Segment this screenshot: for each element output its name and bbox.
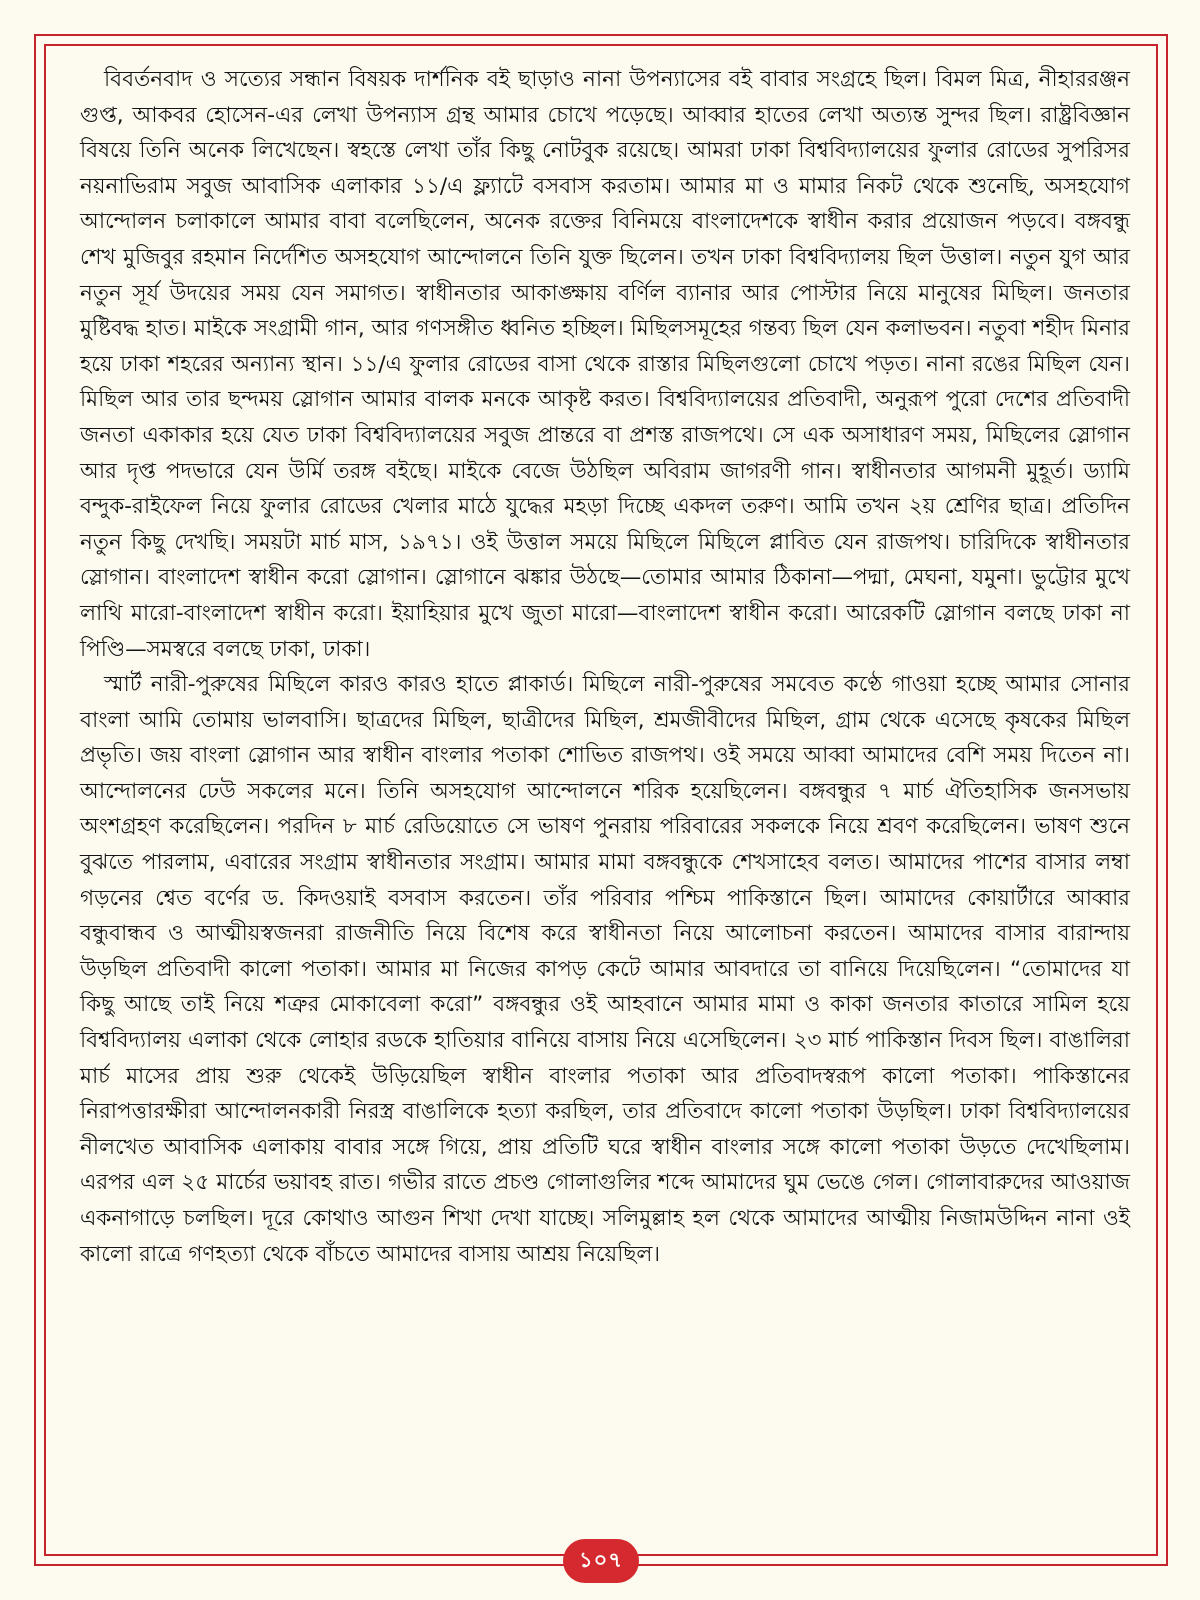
page-number-badge: [563, 1539, 639, 1583]
page-body: [80, 62, 1130, 1272]
page-number: ১০৭: [579, 1547, 623, 1572]
paragraph-1: বিবর্তনবাদ ও সত্যের সন্ধান বিষয়ক দার্শনিক বই ছাড়াও নানা উপন্যাসের বই বাবার সংগ্রহে ছিল। বিমল মিত্র, নীহাররঞ্জন গুপ্ত, আকবর হোসেন-এর লেখা উপন্যাস গ্রন্থ আমার চোখে পড়েছে। আব্বার হাতের লেখা অত্যন্ত সুন্দর ছিল। রাষ্ট্রবিজ্ঞান বিষয়ে তিনি অনেক লিখেছেন। স্বহস্তে লেখা তাঁর কিছু নোটবুক রয়েছে। আমরা ঢাকা বিশ্ববিদ্যালয়ের ফুলার রোডের সুপরিসর নয়নাভিরাম সবুজ আবাসিক এলাকার ১১/এ ফ্ল্যাটে বসবাস করতাম। আমার মা ও মামার নিকট থেকে শুনেছি, অসহযোগ আন্দোলন চলাকালে আমার বাবা বলেছিলেন, অনেক রক্তের বিনিময়ে বাংলাদেশকে স্বাধীন করার প্রয়োজন পড়বে। বঙ্গবন্ধু শেখ মুজিবুর রহমান নির্দেশিত অসহযোগ আন্দোলনে তিনি যুক্ত ছিলেন। তখন ঢাকা বিশ্ববিদ্যালয় ছিল উত্তাল। নতুন যুগ আর নতুন সূর্য উদয়ের সময় যেন সমাগত। স্বাধীনতার আকাঙ্ক্ষায় বর্ণিল ব্যানার আর পোস্টার নিয়ে মানুষের মিছিল। জনতার মুষ্টিবদ্ধ হাত। মাইকে সংগ্রামী গান, আর গণসঙ্গীত ধ্বনিত হচ্ছিল। মিছিলসমূহের গন্তব্য ছিল যেন কলাভবন। নতুবা শহীদ মিনার হয়ে ঢাকা শহরের অন্যান্য স্থান। ১১/এ ফুলার রোডের বাসা থেকে রাস্তার মিছিলগুলো চোখে পড়ত। নানা রঙের মিছিল যেন। মিছিল আর তার ছন্দময় স্লোগান আমার বালক মনকে আকৃষ্ট করত। বিশ্ববিদ্যালয়ের প্রতিবাদী, অনুরূপ পুরো দেশের প্রতিবাদী জনতা একাকার হয়ে যেত ঢাকা বিশ্ববিদ্যালয়ের সবুজ প্রান্তরে বা প্রশস্ত রাজপথে। সে এক অসাধারণ সময়, মিছিলের স্লোগান আর দৃপ্ত পদভারে যেন উর্মি তরঙ্গ বইছে। মাইকে বেজে উঠছিল অবিরাম জাগরণী গান। স্বাধীনতার আগমনী মুহূর্ত। ড্যামি বন্দুক-রাইফেল নিয়ে ফুলার রোডের খেলার মাঠে যুদ্ধের মহড়া দিচ্ছে একদল তরুণ। আমি তখন ২য় শ্রেণির ছাত্র। প্রতিদিন নতুন কিছু দেখছি। সময়টা মার্চ মাস, ১৯৭১। ওই উত্তাল সময়ে মিছিলে মিছিলে প্লাবিত যেন রাজপথ। চারিদিকে স্বাধীনতার স্লোগান। বাংলাদেশ স্বাধীন করো স্লোগান। স্লোগানে ঝঙ্কার উঠছে—তোমার আমার ঠিকানা—পদ্মা, মেঘনা, যমুনা। ভুট্টোর মুখে লাথি মারো-বাংলাদেশ স্বাধীন করো। ইয়াহিয়ার মুখে জুতা মারো—বাংলাদেশ স্বাধীন করো। আরেকটি স্লোগান বলছে ঢাকা না পিণ্ডি—সমস্বরে বলছে ঢাকা, ঢাকা।: [80, 67, 1130, 662]
paragraph-2: স্মার্ট নারী-পুরুষের মিছিলে কারও কারও হাতে প্লাকার্ড। মিছিলে নারী-পুরুষের সমবেত কণ্ঠে গাওয়া হচ্ছে আমার সোনার বাংলা আমি তোমায় ভালবাসি। ছাত্রদের মিছিল, ছাত্রীদের মিছিল, শ্রমজীবীদের মিছিল, গ্রাম থেকে এসেছে কৃষকের মিছিল প্রভৃতি। জয় বাংলা স্লোগান আর স্বাধীন বাংলার পতাকা শোভিত রাজপথ। ওই সময়ে আব্বা আমাদের বেশি সময় দিতেন না। আন্দোলনের ঢেউ সকলের মনে। তিনি অসহযোগ আন্দোলনে শরিক হয়েছিলেন। বঙ্গবন্ধুর ৭ মার্চ ঐতিহাসিক জনসভায় অংশগ্রহণ করেছিলেন। পরদিন ৮ মার্চ রেডিয়োতে সে ভাষণ পুনরায় পরিবারের সকলকে নিয়ে শ্রবণ করেছিলেন। ভাষণ শুনে বুঝতে পারলাম, এবারের সংগ্রাম স্বাধীনতার সংগ্রাম। আমার মামা বঙ্গবন্ধুকে শেখসাহেব বলত। আমাদের পাশের বাসার লম্বা গড়নের শ্বেত বর্ণের ড. কিদওয়াই বসবাস করতেন। তাঁর পরিবার পশ্চিম পাকিস্তানে ছিল। আমাদের কোয়ার্টারে আব্বার বন্ধুবান্ধব ও আত্মীয়স্বজনরা রাজনীতি নিয়ে বিশেষ করে স্বাধীনতা নিয়ে আলোচনা করতেন। আমাদের বাসার বারান্দায় উড়ছিল প্রতিবাদী কালো পতাকা। আমার মা নিজের কাপড় কেটে আমার আবদারে তা বানিয়ে দিয়েছিলেন। “তোমাদের যা কিছু আছে তাই নিয়ে শত্রুর মোকাবেলা করো” বঙ্গবন্ধুর ওই আহবানে আমার মামা ও কাকা জনতার কাতারে সামিল হয়ে বিশ্ববিদ্যালয় এলাকা থেকে লোহার রডকে হাতিয়ার বানিয়ে বাসায় নিয়ে এসেছিলেন। ২৩ মার্চ পাকিস্তান দিবস ছিল। বাঙালিরা মার্চ মাসের প্রায় শুরু থেকেই উড়িয়েছিল স্বাধীন বাংলার পতাকা আর প্রতিবাদস্বরূপ কালো পতাকা। পাকিস্তানের নিরাপত্তারক্ষীরা আন্দোলনকারী নিরস্ত্র বাঙালিকে হত্যা করছিল, তার প্রতিবাদে কালো পতাকা উড়ছিল। ঢাকা বিশ্ববিদ্যালয়ের নীলখেত আবাসিক এলাকায় বাবার সঙ্গে গিয়ে, প্রায় প্রতিটি ঘরে স্বাধীন বাংলার সঙ্গে কালো পতাকা উড়তে দেখেছিলাম। এরপর এল ২৫ মার্চের ভয়াবহ রাত। গভীর রাতে প্রচণ্ড গোলাগুলির শব্দে আমাদের ঘুম ভেঙে গেল। গোলাবারুদের আওয়াজ একনাগাড়ে চলছিল। দূরে কোথাও আগুন শিখা দেখা যাচ্ছে। সলিমুল্লাহ হল থেকে আমাদের আত্মীয় নিজামউদ্দিন নানা ওই কালো রাত্রে গণহত্যা থেকে বাঁচতে আমাদের বাসায় আশ্রয় নিয়েছিল।: [80, 672, 1130, 1267]
